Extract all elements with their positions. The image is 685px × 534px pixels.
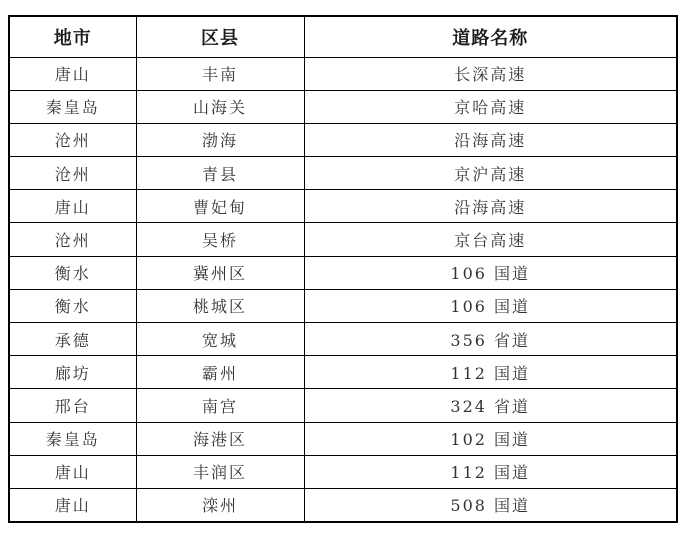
road-table [8,15,678,523]
cell-road: 102 国道 [304,422,677,455]
table-row [9,190,677,223]
table-row [9,488,677,521]
cell-district: 海港区 [136,422,304,455]
cell-road: 京台高速 [304,223,677,256]
cell-district: 山海关 [136,90,304,123]
cell-city: 秦皇岛 [9,90,136,123]
cell-district: 南宫 [136,389,304,422]
cell-district: 桃城区 [136,289,304,322]
cell-road: 508 国道 [304,488,677,521]
cell-road: 106 国道 [304,256,677,289]
column-header-city: 地市 [9,16,136,57]
cell-district: 丰南 [136,57,304,90]
cell-road: 112 国道 [304,455,677,488]
cell-city: 唐山 [9,488,136,521]
column-header-road: 道路名称 [304,16,677,57]
table-row [9,356,677,389]
table-header-row [9,16,677,57]
cell-city: 廊坊 [9,356,136,389]
cell-city: 承德 [9,323,136,356]
cell-city: 沧州 [9,157,136,190]
cell-district: 霸州 [136,356,304,389]
cell-road: 沿海高速 [304,123,677,156]
cell-city: 唐山 [9,57,136,90]
table-row [9,90,677,123]
cell-district: 曹妃甸 [136,190,304,223]
table-row [9,422,677,455]
table-row [9,157,677,190]
cell-city: 秦皇岛 [9,422,136,455]
cell-district: 丰润区 [136,455,304,488]
cell-city: 唐山 [9,190,136,223]
cell-road: 112 国道 [304,356,677,389]
cell-city: 衡水 [9,256,136,289]
cell-road: 京哈高速 [304,90,677,123]
cell-district: 青县 [136,157,304,190]
cell-city: 沧州 [9,223,136,256]
table-row [9,455,677,488]
cell-road: 沿海高速 [304,190,677,223]
cell-district: 渤海 [136,123,304,156]
table-row [9,57,677,90]
cell-district: 宽城 [136,323,304,356]
cell-city: 唐山 [9,455,136,488]
table-row [9,289,677,322]
table-row [9,256,677,289]
table-row [9,123,677,156]
table-row [9,389,677,422]
cell-road: 324 省道 [304,389,677,422]
table-header [9,16,677,57]
cell-road: 356 省道 [304,323,677,356]
column-header-district: 区县 [136,16,304,57]
cell-city: 邢台 [9,389,136,422]
cell-city: 衡水 [9,289,136,322]
cell-city: 沧州 [9,123,136,156]
cell-district: 吴桥 [136,223,304,256]
cell-road: 长深高速 [304,57,677,90]
cell-district: 滦州 [136,488,304,521]
table-body [9,57,677,522]
cell-road: 京沪高速 [304,157,677,190]
cell-road: 106 国道 [304,289,677,322]
cell-district: 冀州区 [136,256,304,289]
table-row [9,223,677,256]
table-row [9,323,677,356]
